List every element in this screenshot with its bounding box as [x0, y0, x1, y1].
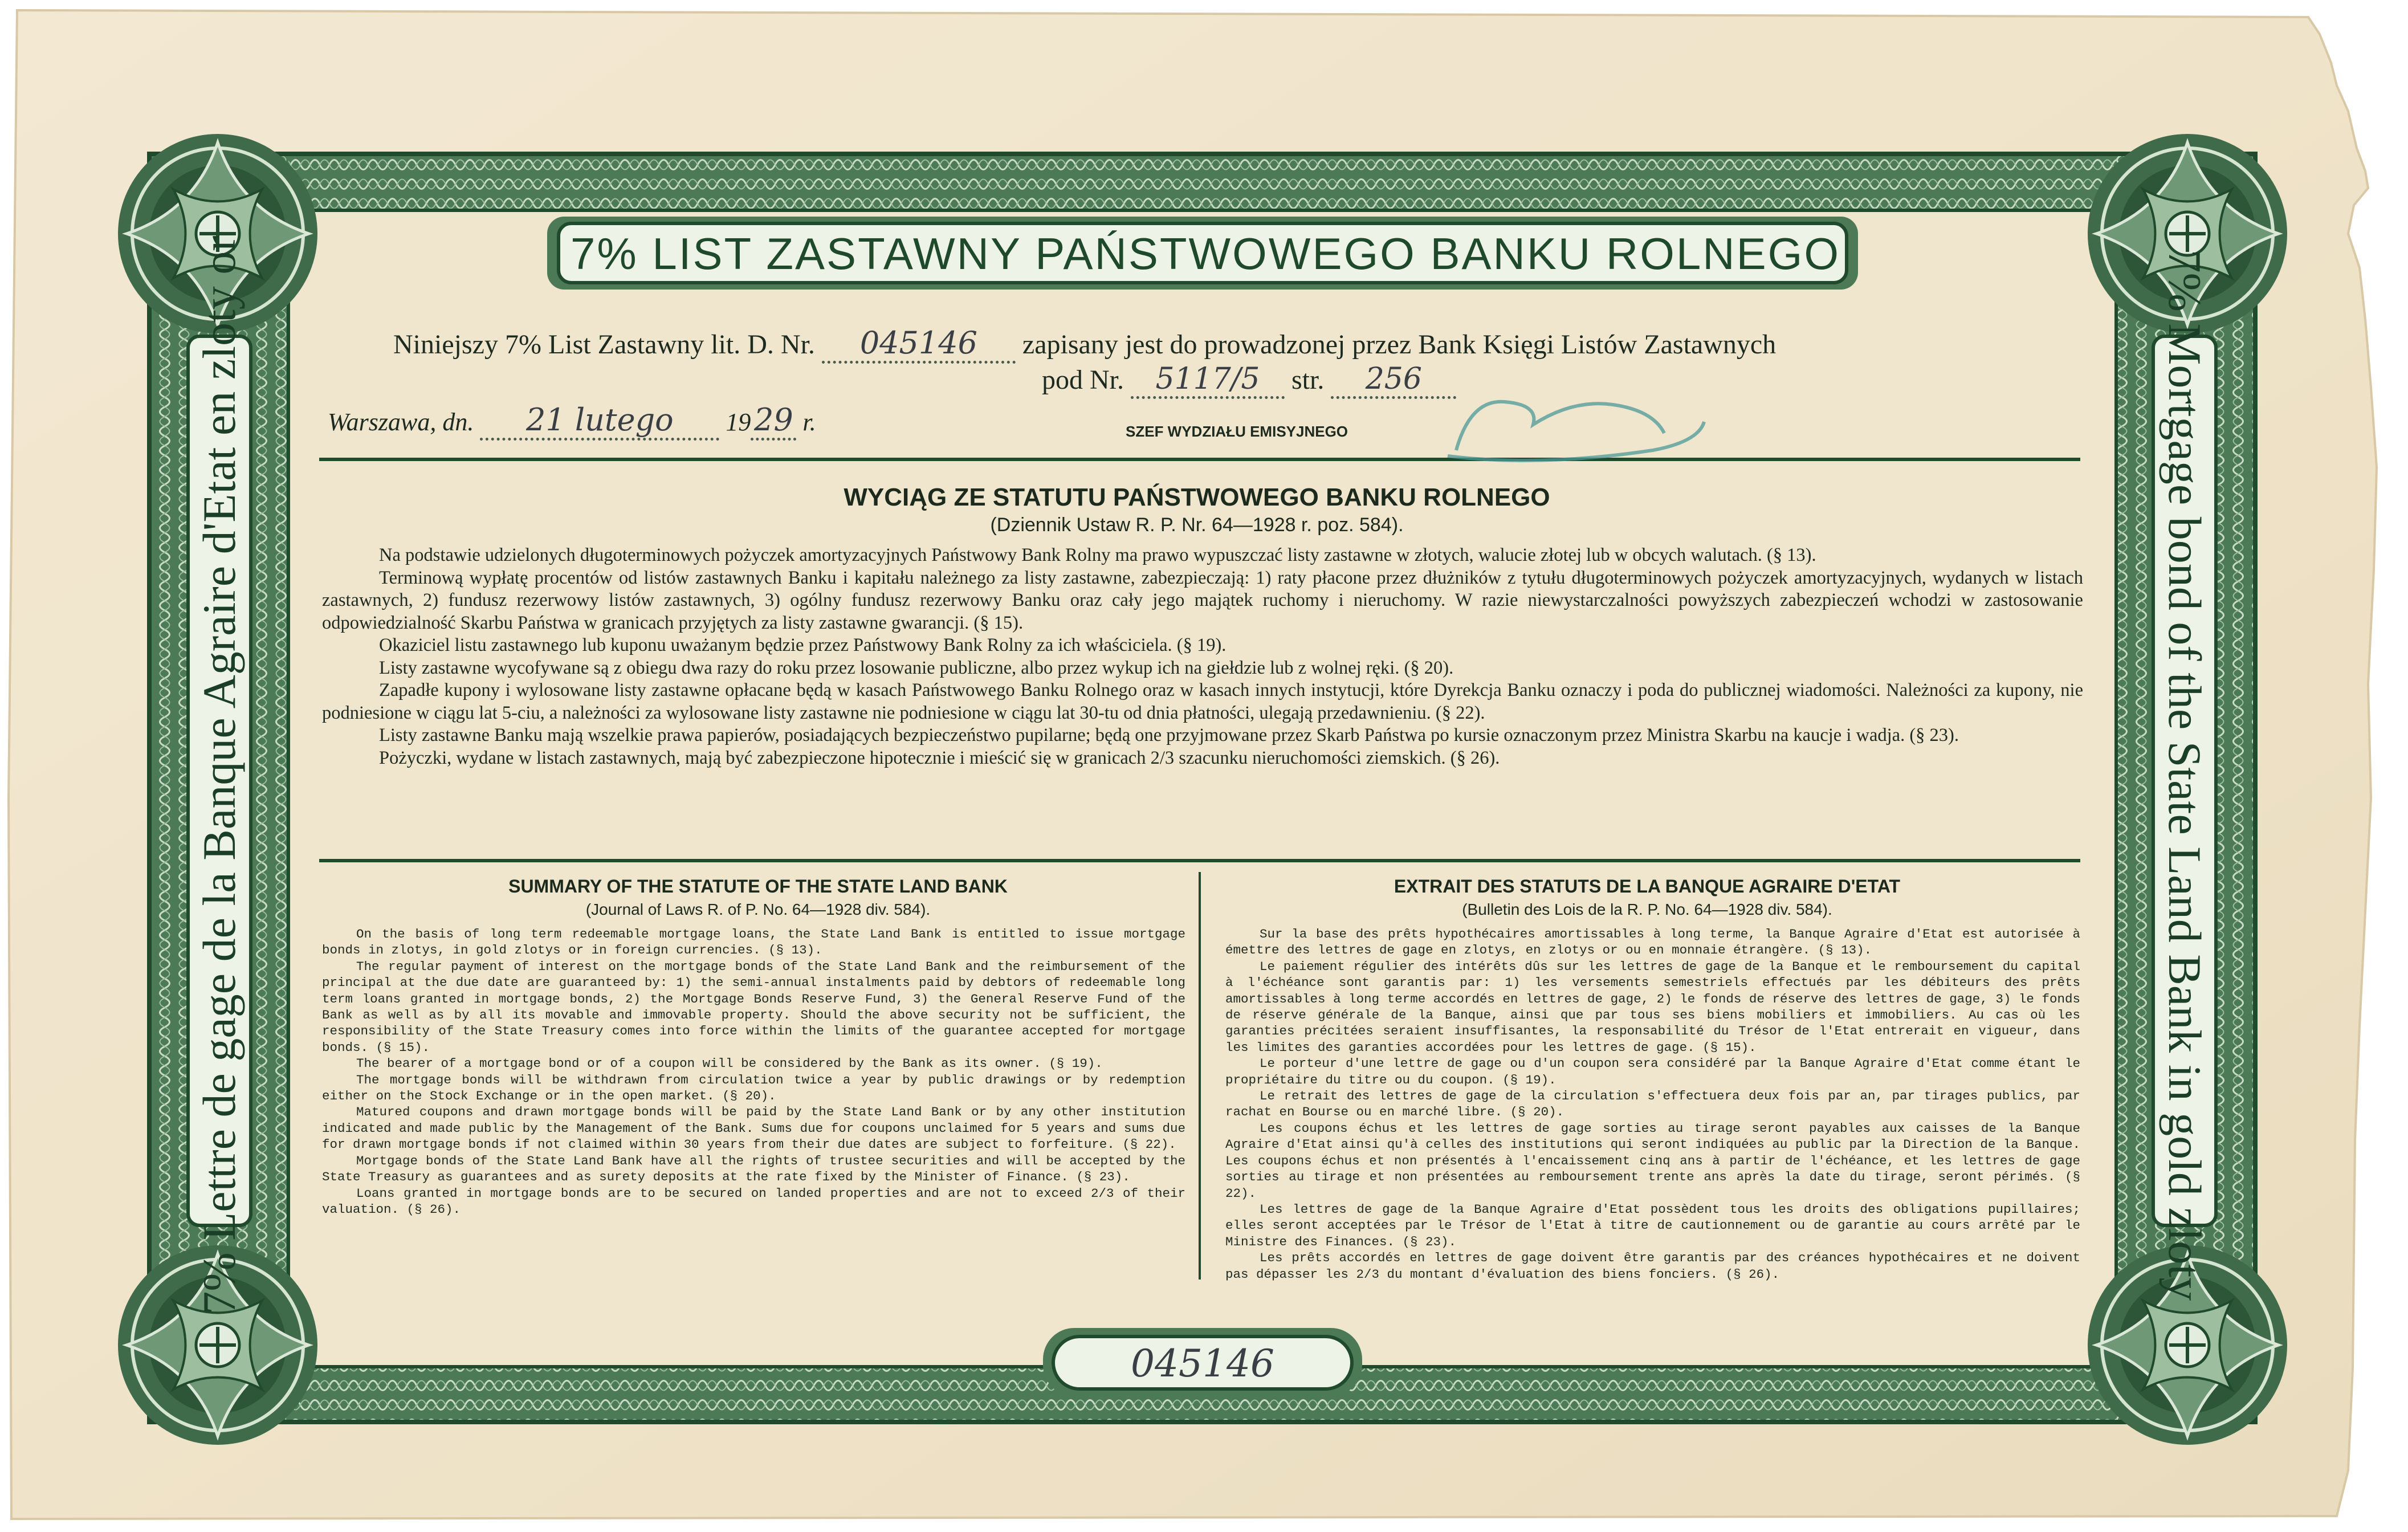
polish-paragraph: Listy zastawne Banku mają wszelkie prawa papierów, posiadających bezpieczeństwo pupilarne; będą one przyjmowane przez Skarb Państwa po kursie oznaczonym przez Ministra Skarbu na kaucje i wadja. (§ 23). [379, 725, 1959, 745]
book-number-prefix: pod Nr. [1042, 365, 1124, 395]
book-number-handwritten: 5117/5 [1131, 362, 1285, 399]
page-prefix: str. [1291, 365, 1325, 395]
polish-paragraph: Na podstawie udzielonych długoterminowych pożyczek amortyzacyjnych Państwowy Bank Rolny ma prawo wypuszczać listy zastawne w złotych, walucie złotej lub w obcych walutach. (§ 13). [379, 545, 1816, 565]
page-number-handwritten: 256 [1331, 362, 1456, 399]
french-paragraph: Les lettres de gage de la Banque Agraire d'Etat possèdent tous les droits des obligations pupillaires; elles seront acceptées par le Trésor de l'Etat à titre de cautionnement ou de garantie au cours arrêté par le Ministre des Finances. (§ 23). [1225, 1201, 2080, 1249]
registration-line-2 [1042, 362, 1783, 408]
french-subheading: (Bulletin des Lois de la R. P. No. 64—1928 div. 584). [1462, 901, 1832, 918]
english-heading: SUMMARY OF THE STATUTE OF THE STATE LAND BANK [508, 876, 1008, 897]
signatory-title: SZEF WYDZIAŁU EMISYJNEGO [1126, 423, 1348, 440]
english-paragraph: The mortgage bonds will be withdrawn from circulation twice a year by public drawings or by redemption either on the Stock Exchange or in the open market. (§ 20). [322, 1072, 1185, 1104]
english-paragraph: On the basis of long term redeemable mortgage loans, the State Land Bank is entitled to issue mortgage bonds in zlotys, in gold zlotys or in foreign currencies. (§ 13). [322, 927, 1185, 958]
side-title-french: 7% Lettre de gage de la Banque Agraire d'Etat en zloty or [193, 235, 245, 1315]
english-statute-text [322, 926, 1185, 1217]
year-handwritten: 29 [751, 402, 796, 441]
french-paragraph: Les coupons échus et les lettres de gage sorties au tirage seront payables aux caisses de la Banque Agraire d'Etat ainsi qu'à celles des institutions qui seront indiquées au public par la Direction de la Banque. Les coupons échus et non présentés à l'encaissement cinq ans à partir de l'échéance, et les lettres de gage sorties au tirage et non présentées au remboursement trente ans après la date du tirage, seront périmés. (§ 22). [1225, 1121, 2080, 1201]
registration-suffix: zapisany jest do prowadzonej przez Bank Księgi Listów Zastawnych [1022, 329, 1777, 360]
english-paragraph: The regular payment of interest on the mortgage bonds of the State Land Bank and the reimbursement of the principal at the due date are guaranteed by: 1) the semi-annual instalments paid by debtors of redeemable long term loans granted in mortgage bonds, 2) the Mortgage Bonds Reserve Fund, 3) the General Reserve Fund of the Bank as well as by all its movable and immovable property. Should the above security not be sufficient, the responsibility of the State Treasury comes into force within the limits of the guarantee accepted for mortgage bonds. (§ 15). [322, 959, 1185, 1055]
english-paragraph: Matured coupons and drawn mortgage bonds will be paid by the State Land Bank or by any other institution indicated and made public by the Management of the Bank. Sums due for coupons unclaimed for 5 years and sums due for drawn mortgage bonds if not claimed within 30 years from their due dates are subject to forfeiture. (§ 22). [322, 1105, 1185, 1152]
english-subheading: (Journal of Laws R. of P. No. 64—1928 div. 584). [585, 901, 931, 918]
polish-paragraph: Listy zastawne wycofywane są z obiegu dwa razy do roku przez losowanie publiczne, albo przez wykup ich na giełdzie lub z wolnej ręki. (§ 20). [379, 657, 1454, 678]
polish-paragraph: Terminową wypłatę procentów od listów zastawnych Banku i kapitału należnego za listy zastawne, zabezpieczają: 1) raty płacone przez dłużników z tytułu długoterminowych pożyczek amortyzacyjnych, wydanych w listach zastawnych, 2) fundusz rezerwowy listów zastawnych, 3) ogólny fundusz rezerwowy Banku oraz cały jego majątek ruchomy i nieruchomy. W razie niewystarczalności powyższych zabezpieczeń wchodzi w zastosowanie odpowiedzialność Skarbu Państwa w granicach przyjętych za listy zastawne gwarancji. (§ 15). [322, 567, 2083, 633]
english-paragraph: Mortgage bonds of the State Land Bank have all the rights of trustee securities and will be accepted by the State Treasury as guarantees and as surety deposits at the rate fixed by the Minister of Finance. (§ 23). [322, 1153, 1185, 1185]
french-paragraph: Sur la base des prêts hypothécaires amortissables à long terme, la Banque Agraire d'Etat est autorisée à émettre des lettres de gage en zlotys, en zlotys or ou en monnaie étrangère. (§ 13). [1225, 927, 2080, 958]
footer-bond-number: 045146 [1131, 1342, 1274, 1386]
french-paragraph: Le porteur d'une lettre de gage ou d'un coupon sera considéré par la Banque Agraire d'Etat comme étant le propriétaire du titre ou du coupon. (§ 19). [1225, 1056, 2080, 1087]
bond-number-handwritten: 045146 [822, 325, 1016, 364]
polish-heading: WYCIĄG ZE STATUTU PAŃSTWOWEGO BANKU ROLNEGO [844, 483, 1550, 511]
year-prefix: 19 [726, 408, 751, 436]
registration-prefix: Niniejszy 7% List Zastawny lit. D. Nr. [393, 329, 815, 360]
bond-title: 7% LIST ZASTAWNY PAŃSTWOWEGO BANKU ROLNEGO [570, 228, 1840, 279]
date-line [328, 402, 955, 447]
place-prefix: Warszawa, dn. [328, 408, 474, 436]
polish-paragraph: Pożyczki, wydane w listach zastawnych, mają być zabezpieczone hipotecznie i mieścić się w granicach 2/3 szacunku nieruchomości ziemskich. (§ 26). [379, 747, 1500, 768]
year-r: r. [802, 408, 816, 436]
english-paragraph: Loans granted in mortgage bonds are to be secured on landed properties and are not to exceed 2/3 of their valuation. (§ 26). [322, 1185, 1185, 1217]
polish-paragraph: Zapadłe kupony i wylosowane listy zastawne opłacane będą w kasach Państwowego Banku Rolnego oraz w kasach innych instytucji, które Dyrekcja Banku oznaczy i poda do publicznej wiadomości. Należności za kupony, nie podniesione w ciągu lat 5-ciu, a należności za wylosowane listy zastawne nie podniesione w ciągu lat 30-tu od dnia płatności, ulegają przedawnieniu. (§ 22). [322, 680, 2083, 723]
french-heading: EXTRAIT DES STATUTS DE LA BANQUE AGRAIRE D'ETAT [1394, 876, 1901, 897]
french-paragraph: Le paiement régulier des intérêts dûs sur les lettres de gage de la Banque et le remboursement du capital à l'échéance sont garantis par: 1) les versements semestriels effectués par les débiteurs des prêts amortissables à long terme accordés en lettres de gage, 2) le fonds de réserve des lettres de gage, 3) le fonds de réserve générale de la Banque, ainsi que par tous ses biens mobiliers et immobiliers. Au cas où les garanties précitées seraient insuffisantes, la responsabilité du Trésor de l'Etat entrerait en vigueur, dans les limites des garanties accordées pour les lettres de gage. (§ 15). [1225, 959, 2080, 1055]
polish-paragraph: Okaziciel listu zastawnego lub kuponu uważanym będzie przez Państwowy Bank Rolny za ich właściciela. (§ 19). [379, 635, 1227, 655]
date-handwritten: 21 lutego [480, 402, 719, 441]
polish-statute-text [322, 544, 2083, 769]
french-paragraph: Les prêts accordés en lettres de gage doivent être garantis par des créances hypothécaires et ne doivent pas dépasser les 2/3 du montant d'évaluation des biens fonciers. (§ 26). [1225, 1250, 2080, 1282]
side-title-english: 7% Mortgage bond of the State Land Bank in gold zloty [2159, 249, 2211, 1301]
french-statute-text [1225, 926, 2080, 1282]
french-paragraph: Le retrait des lettres de gage de la circulation s'effectuera deux fois par an, par tirages publics, par rachat en Bourse ou en marché libre. (§ 20). [1225, 1089, 2080, 1120]
polish-subheading: (Dziennik Ustaw R. P. Nr. 64—1928 r. poz. 584). [990, 514, 1404, 536]
english-paragraph: The bearer of a mortgage bond or of a coupon will be considered by the Bank as its owner. (§ 19). [356, 1056, 1103, 1071]
